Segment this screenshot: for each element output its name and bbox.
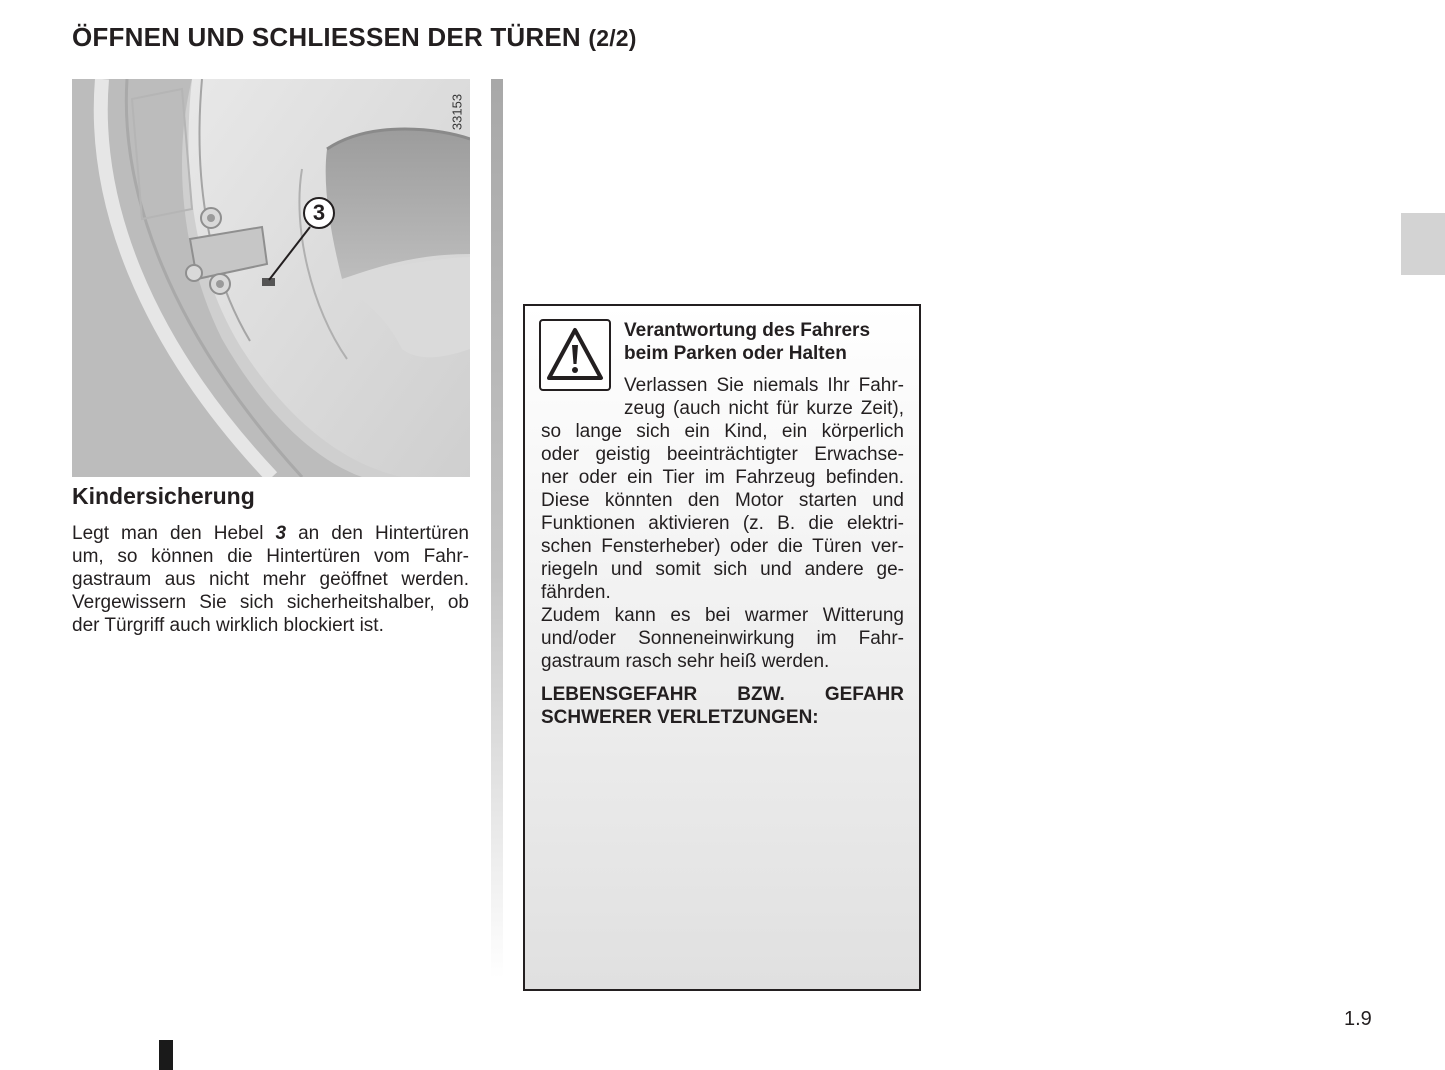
door-lock-illustration: [72, 79, 470, 477]
warning-line: Zudem kann es bei warmer Witterung: [541, 605, 904, 626]
figure-code: [443, 88, 471, 136]
warning-line: ner oder ein Tier im Fahrzeug befinden.: [541, 467, 904, 488]
warning-title-line: beim Parken oder Halten: [624, 343, 847, 364]
callout-label: 3: [303, 197, 335, 229]
warning-line: Funktionen aktivieren (z. B. die elektri-: [541, 513, 904, 534]
door-illustration-drawing: [72, 79, 470, 477]
page-title-text: ÖFFNEN UND SCHLIESSEN DER TÜREN: [72, 22, 581, 52]
warning-line: riegeln und somit sich und andere ge-: [541, 559, 904, 580]
warning-line: oder geistig beeinträchtigter Erwachse-: [541, 444, 904, 465]
warning-title-line: Verantwortung des Fahrers: [624, 320, 871, 341]
body-line: um, so können die Hintertüren vom Fahr-: [72, 546, 469, 567]
warning-line: Verlassen Sie niemals Ihr Fahr-: [624, 375, 904, 396]
warning-box: [523, 304, 921, 991]
body-line: gastraum aus nicht mehr geöffnet werden.: [72, 569, 469, 590]
lever-reference: 3: [275, 523, 287, 544]
warning-line: schen Fensterheber) oder die Türen ver-: [541, 536, 904, 557]
warning-emphasis-line: SCHWERER VERLETZUNGEN:: [541, 707, 819, 728]
body-line: [72, 522, 469, 545]
section-body: [72, 522, 469, 637]
body-line: Vergewissern Sie sich sicherheitshalber, ob: [72, 592, 469, 613]
page-number: 1.9: [1344, 1008, 1372, 1030]
warning-line: fährden.: [541, 582, 611, 603]
warning-text: [541, 374, 904, 729]
body-text-segment: an den Hintertüren: [298, 523, 470, 544]
warning-line: so lange sich ein Kind, ein körperlich: [541, 421, 904, 442]
warning-line: gastraum rasch sehr heiß werden.: [541, 651, 830, 672]
page-title: [72, 22, 637, 53]
chapter-thumb-tab: [1401, 213, 1445, 275]
warning-title: [624, 319, 904, 365]
warning-line: Diese könnten den Motor starten und: [541, 490, 904, 511]
section-heading: Kindersicherung: [72, 483, 255, 509]
body-text-segment: Legt man den Hebel: [72, 523, 264, 544]
warning-spacer: [541, 673, 904, 683]
warning-line: zeug (auch nicht für kurze Zeit),: [624, 398, 904, 419]
body-line: der Türgriff auch wirklich blockiert ist.: [72, 615, 384, 636]
figure-code-text: 33153: [449, 93, 465, 131]
crop-mark: [159, 1040, 173, 1070]
page-title-suffix: (2/2): [588, 25, 637, 51]
column-divider: [491, 79, 503, 979]
warning-emphasis-line: LEBENSGEFAHR BZW. GEFAHR: [541, 684, 904, 705]
warning-line: und/oder Sonneneinwirkung im Fahr-: [541, 628, 904, 649]
